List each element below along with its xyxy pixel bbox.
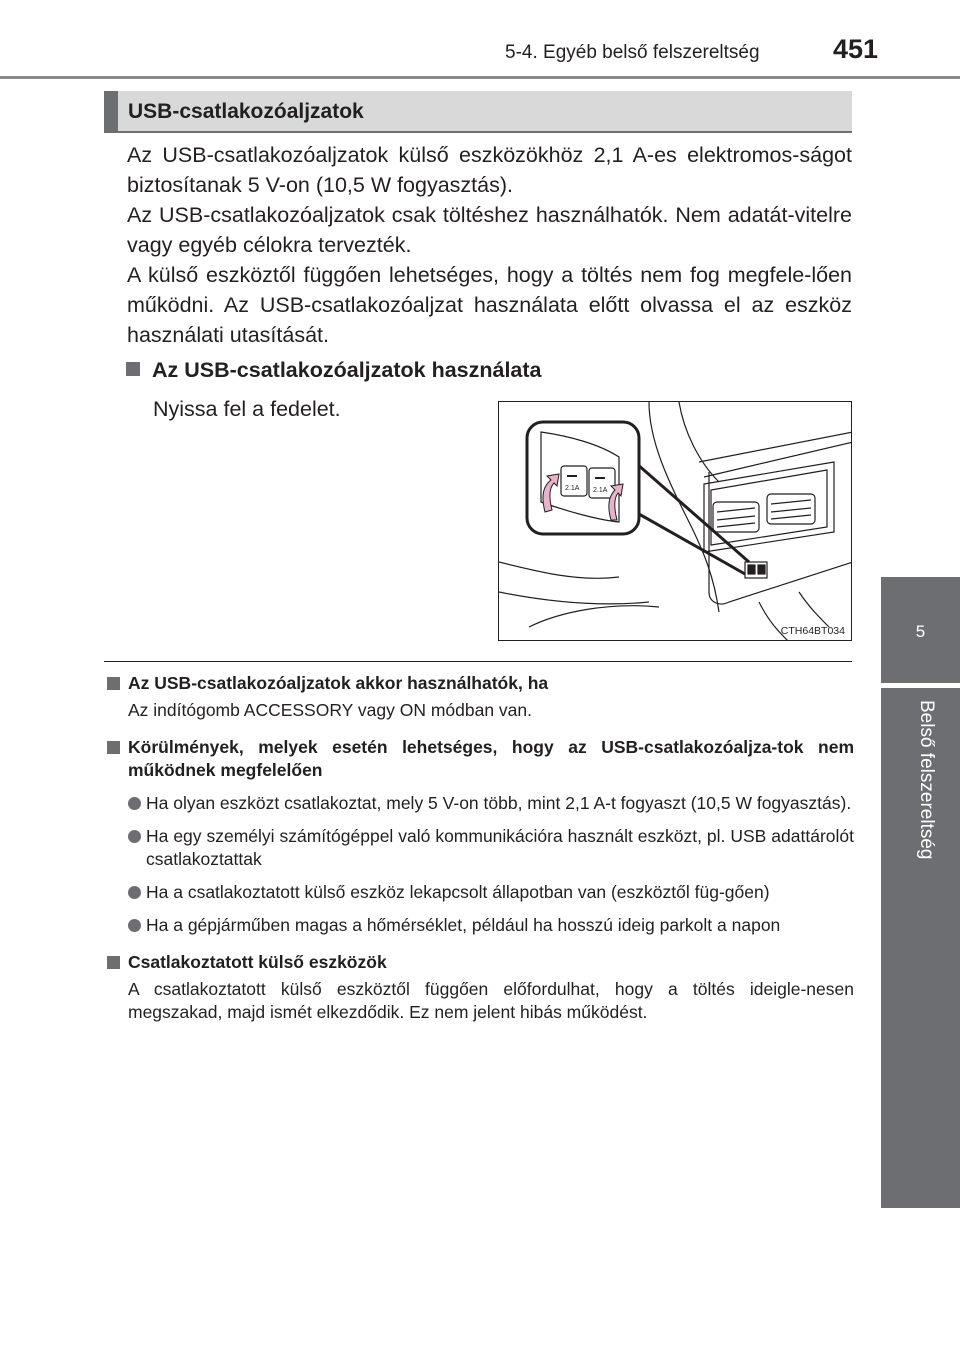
note-bullet: [104, 914, 854, 937]
port-label: 2.1A: [593, 487, 608, 494]
bullet-text: Ha a gépjárműben magas a hőmérséklet, például ha hosszú ideig parkolt a napon: [146, 915, 781, 935]
section-heading-bar: [104, 91, 852, 133]
round-bullet-icon: [128, 797, 141, 810]
note-heading: [104, 672, 854, 695]
section-title: USB-csatlakozóaljzatok: [128, 100, 364, 123]
bullet-text: Ha olyan eszközt csatlakoztat, mely 5 V-on több, mint 2,1 A-t fogyaszt (10,5 W fogyasztás).: [146, 793, 852, 813]
intro-paragraph: A külső eszköztől függően lehetséges, hogy a töltés nem fog megfele-lően működni. Az USB-csatlakozóaljzat használata előtt olvassa el az eszköz használati utasítását.: [127, 263, 852, 347]
subheading: [126, 358, 542, 383]
note-heading: [104, 951, 854, 974]
note-heading-text: Körülmények, melyek esetén lehetséges, hogy az USB-csatlakozóaljza-tok nem működnek megfelelően: [128, 737, 854, 780]
note-bullet: [104, 881, 854, 904]
subheading-text: Az USB-csatlakozóaljzatok használata: [152, 358, 542, 382]
note-heading-text: Csatlakoztatott külső eszközök: [128, 952, 387, 972]
note-heading: [104, 736, 854, 782]
notes-divider: [104, 661, 852, 662]
note-heading-text: Az USB-csatlakozóaljzatok akkor használhatók, ha: [128, 673, 549, 693]
bullet-text: Ha a csatlakoztatott külső eszköz lekapcsolt állapotban van (eszköztől füg-gően): [146, 882, 770, 902]
port-label: 2.1A: [565, 485, 580, 492]
intro-text: [127, 140, 852, 350]
square-bullet-icon: [107, 956, 120, 969]
square-bullet-icon: [126, 362, 140, 376]
round-bullet-icon: [128, 886, 141, 899]
square-bullet-icon: [107, 677, 120, 690]
square-bullet-icon: [107, 741, 120, 754]
bullet-text: Ha egy személyi számítógéppel való kommunikációra használt eszközt, pl. USB adattárolót csatlakoztattak: [146, 826, 854, 869]
note-body: A csatlakoztatott külső eszköztől függően előfordulhat, hogy a töltés ideigle-nesen megszakad, majd ismét elkezdődik. Ez nem jelent hibás működést.: [128, 979, 854, 1022]
notes-section: [104, 672, 854, 1024]
note-bullet: [104, 825, 854, 871]
intro-paragraph: Az USB-csatlakozóaljzatok csak töltéshez használhatók. Nem adatát-vitelre vagy egyéb célokra tervezték.: [127, 203, 852, 257]
illustration-code: CTH64BT034: [780, 625, 845, 637]
step-instruction: Nyissa fel a fedelet.: [153, 397, 341, 421]
note-body: Az indítógomb ACCESSORY vagy ON módban van.: [128, 700, 533, 720]
chapter-title: Belső felszereltség: [916, 700, 937, 860]
round-bullet-icon: [128, 830, 141, 843]
illustration-drawing: [499, 402, 852, 641]
round-bullet-icon: [128, 919, 141, 932]
chapter-number: 5: [915, 622, 926, 641]
note-bullet: [104, 792, 854, 815]
usb-socket-illustration: [498, 401, 852, 641]
intro-paragraph: Az USB-csatlakozóaljzatok külső eszközökhöz 2,1 A-es elektromos-ságot biztosítanak 5 V-on (10,5 W fogyasztás).: [127, 143, 852, 197]
header-rule: [0, 76, 960, 79]
running-header: 5-4. Egyéb belső felszereltség: [505, 42, 760, 63]
page-number: 451: [833, 34, 879, 64]
